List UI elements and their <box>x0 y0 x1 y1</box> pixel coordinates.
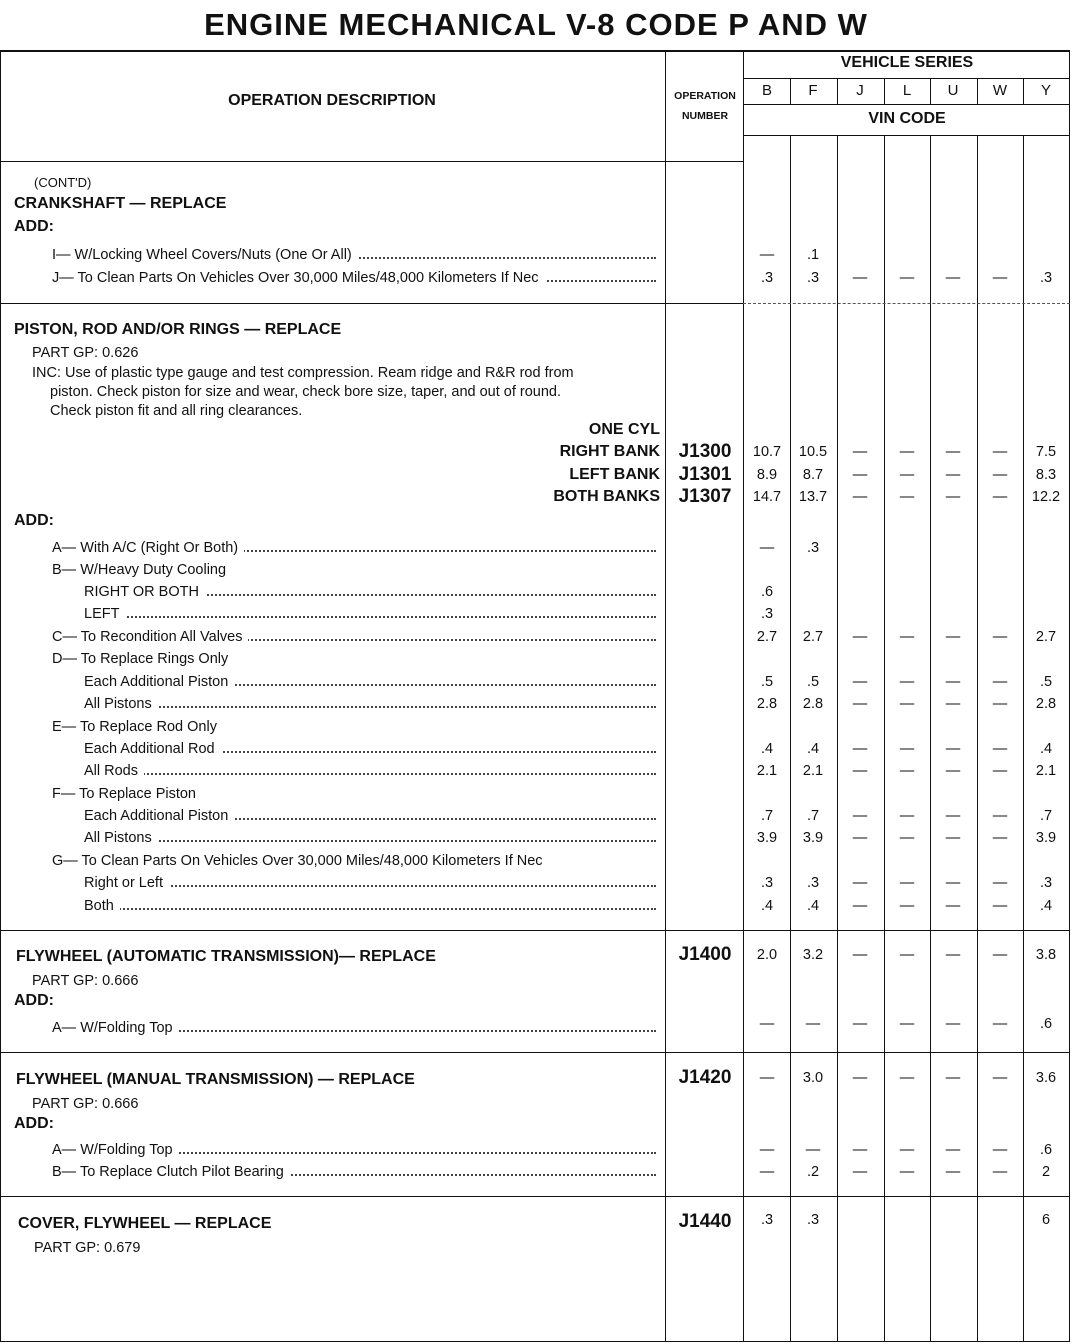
value-cell: .1 <box>806 247 820 263</box>
page-title: ENGINE MECHANICAL V-8 CODE P AND W <box>204 7 868 42</box>
line-item-label: Each Additional Rod <box>84 741 221 757</box>
vehicle-series-header: VEHICLE SERIES <box>840 54 974 71</box>
leader-dots <box>84 706 656 708</box>
line-item <box>84 583 656 601</box>
value-cell: .5 <box>760 674 774 690</box>
value-cell: — <box>945 629 961 645</box>
leader-dots <box>84 616 656 618</box>
value-cell: .3 <box>806 270 820 286</box>
value-cell: 2.7 <box>802 629 824 645</box>
series-w: W <box>992 82 1008 99</box>
value-cell: .4 <box>1039 741 1053 757</box>
value-cell: — <box>852 830 868 846</box>
line-item-label: A— W/Folding Top <box>52 1020 179 1036</box>
value-cell: 2.1 <box>1035 763 1057 779</box>
inc-line: INC: Use of plastic type gauge and test compression. Ream ridge and R&R rod from <box>32 365 574 381</box>
value-cell: — <box>852 1164 868 1180</box>
part-gp: PART GP: 0.666 <box>32 973 139 989</box>
value-cell: — <box>759 1142 775 1158</box>
value-cell: — <box>899 1142 915 1158</box>
value-cell: .5 <box>806 674 820 690</box>
value-cell: — <box>945 1164 961 1180</box>
value-cell: .3 <box>1039 875 1053 891</box>
series-j: J <box>856 82 864 99</box>
value-cell: — <box>899 830 915 846</box>
value-cell: .7 <box>760 808 774 824</box>
section-divider-dashed <box>743 303 1070 304</box>
value-cell: — <box>992 1164 1008 1180</box>
value-cell: — <box>852 629 868 645</box>
value-cell: — <box>899 947 915 963</box>
leader-dots <box>84 885 656 887</box>
value-cell: — <box>992 898 1008 914</box>
bank-label: BOTH BANKS <box>553 488 660 505</box>
value-cell: — <box>759 1070 775 1086</box>
line-item-label: B— W/Heavy Duty Cooling <box>52 562 232 578</box>
add-label: ADD: <box>14 218 54 235</box>
line-item <box>84 695 656 713</box>
value-cell: .6 <box>1039 1016 1053 1032</box>
value-cell: — <box>852 1070 868 1086</box>
line-item-label: Both <box>84 898 120 914</box>
line-item <box>52 1019 656 1037</box>
value-cell: — <box>852 270 868 286</box>
line-item-label: B— To Replace Clutch Pilot Bearing <box>52 1164 290 1180</box>
value-cell: — <box>852 1016 868 1032</box>
value-cell: — <box>992 444 1008 460</box>
value-cell: 2.1 <box>802 763 824 779</box>
value-cell: — <box>945 696 961 712</box>
line-item-label: F— To Replace Piston <box>52 786 202 802</box>
value-cell: 2.8 <box>1035 696 1057 712</box>
line-item-label: E— To Replace Rod Only <box>52 719 223 735</box>
value-cell: — <box>852 444 868 460</box>
section-divider <box>0 1052 1070 1053</box>
cont-note: (CONT'D) <box>34 175 92 190</box>
line-item <box>52 269 656 287</box>
value-cell: 3.9 <box>802 830 824 846</box>
series-underline <box>743 104 1070 105</box>
line-item-label: C— To Recondition All Valves <box>52 629 248 645</box>
value-cell: — <box>992 489 1008 505</box>
value-cell: — <box>945 270 961 286</box>
value-cell: 2.7 <box>1035 629 1057 645</box>
value-cell: 12.2 <box>1031 489 1061 505</box>
value-cell: 3.6 <box>1035 1070 1057 1086</box>
vs-underline <box>743 78 1070 79</box>
line-item <box>52 539 656 557</box>
series-y: Y <box>1040 82 1051 99</box>
value-cell: — <box>899 808 915 824</box>
value-cell: — <box>992 270 1008 286</box>
value-cell: — <box>899 1016 915 1032</box>
value-cell: .5 <box>1039 674 1053 690</box>
operation-description-header: OPERATION DESCRIPTION <box>228 92 436 109</box>
section-divider <box>0 1196 1070 1197</box>
value-cell: — <box>899 898 915 914</box>
value-cell: — <box>945 1070 961 1086</box>
line-item <box>84 829 656 847</box>
value-cell: — <box>852 467 868 483</box>
value-cell: 2.7 <box>756 629 778 645</box>
line-item <box>52 785 656 803</box>
value-cell: — <box>992 1070 1008 1086</box>
operation-number: J1307 <box>678 486 732 507</box>
value-cell: — <box>852 875 868 891</box>
value-cell: .4 <box>806 898 820 914</box>
value-cell: — <box>852 808 868 824</box>
value-cell: — <box>945 898 961 914</box>
value-cell: — <box>945 1016 961 1032</box>
line-item-label: A— W/Folding Top <box>52 1142 179 1158</box>
value-cell: — <box>805 1016 821 1032</box>
value-cell: 13.7 <box>798 489 828 505</box>
section-title: CRANKSHAFT — REPLACE <box>14 195 227 212</box>
value-cell: — <box>992 1142 1008 1158</box>
value-cell: — <box>899 1070 915 1086</box>
value-cell: — <box>759 1016 775 1032</box>
value-cell: — <box>852 489 868 505</box>
value-cell: 2.0 <box>756 947 778 963</box>
value-cell: — <box>945 674 961 690</box>
value-cell: — <box>992 808 1008 824</box>
inc-line: piston. Check piston for size and wear, check bore size, taper, and out of round. <box>50 384 562 400</box>
value-cell: — <box>992 1016 1008 1032</box>
value-cell: — <box>852 763 868 779</box>
value-cell: 3.8 <box>1035 947 1057 963</box>
value-cell: — <box>945 808 961 824</box>
line-item <box>52 1141 656 1159</box>
value-cell: — <box>992 875 1008 891</box>
value-cell: — <box>759 1164 775 1180</box>
value-cell: .2 <box>806 1164 820 1180</box>
value-cell: — <box>899 741 915 757</box>
value-cell: — <box>899 629 915 645</box>
value-cell: 2 <box>1041 1164 1051 1180</box>
line-item-label: RIGHT OR BOTH <box>84 584 205 600</box>
line-item <box>84 897 656 915</box>
value-cell: — <box>992 696 1008 712</box>
line-item-label: LEFT <box>84 606 125 622</box>
section-title: FLYWHEEL (MANUAL TRANSMISSION) — REPLACE <box>16 1071 415 1088</box>
value-cell: — <box>852 898 868 914</box>
value-cell: — <box>899 489 915 505</box>
value-cell: 8.9 <box>756 467 778 483</box>
inc-line: Check piston fit and all ring clearances. <box>50 403 303 419</box>
operation-number-header <box>668 86 742 126</box>
value-cell: — <box>992 830 1008 846</box>
value-cell: .6 <box>760 584 774 600</box>
value-cell: — <box>945 875 961 891</box>
value-cell: — <box>899 467 915 483</box>
value-cell: — <box>759 540 775 556</box>
series-l: L <box>902 82 912 99</box>
value-cell: .7 <box>806 808 820 824</box>
section-divider <box>0 930 1070 931</box>
value-cell: — <box>945 489 961 505</box>
operation-header-line2: NUMBER <box>681 110 729 122</box>
series-f: F <box>808 82 818 99</box>
value-cell: — <box>992 763 1008 779</box>
value-cell: — <box>899 674 915 690</box>
line-item-label: All Pistons <box>84 830 158 846</box>
line-item-label: D— To Replace Rings Only <box>52 651 234 667</box>
value-cell: — <box>945 947 961 963</box>
value-cell: .3 <box>760 270 774 286</box>
value-cell: .3 <box>806 540 820 556</box>
line-item <box>52 1163 656 1181</box>
line-item-label: A— With A/C (Right Or Both) <box>52 540 244 556</box>
value-cell: .7 <box>1039 808 1053 824</box>
value-cell: — <box>992 674 1008 690</box>
value-cell: — <box>945 444 961 460</box>
line-item <box>84 740 656 758</box>
vin-code-header: VIN CODE <box>868 110 946 127</box>
value-cell: 6 <box>1041 1212 1051 1228</box>
add-label: ADD: <box>14 1115 54 1132</box>
leader-dots <box>84 773 656 775</box>
operation-number: J1400 <box>678 944 732 965</box>
line-item-label: Right or Left <box>84 875 169 891</box>
value-cell: 2.8 <box>756 696 778 712</box>
section-title: COVER, FLYWHEEL — REPLACE <box>18 1215 272 1232</box>
line-item <box>84 874 656 892</box>
section-title: PISTON, ROD AND/OR RINGS — REPLACE <box>14 321 342 338</box>
value-cell: .3 <box>806 1212 820 1228</box>
value-cell: .3 <box>760 875 774 891</box>
value-cell: 10.5 <box>798 444 828 460</box>
line-item <box>52 852 656 870</box>
value-cell: — <box>852 1142 868 1158</box>
operation-number: J1300 <box>678 441 732 462</box>
add-label: ADD: <box>14 512 54 529</box>
value-cell: .4 <box>1039 898 1053 914</box>
value-cell: 3.9 <box>1035 830 1057 846</box>
line-item-label: Each Additional Piston <box>84 808 234 824</box>
bank-label: RIGHT BANK <box>559 443 660 460</box>
vin-underline <box>743 135 1070 136</box>
value-cell: .3 <box>1039 270 1053 286</box>
operation-number: J1420 <box>678 1067 732 1088</box>
value-cell: .3 <box>760 1212 774 1228</box>
line-item <box>52 246 656 264</box>
line-item <box>84 673 656 691</box>
value-cell: — <box>899 270 915 286</box>
line-item <box>84 605 656 623</box>
value-cell: — <box>992 467 1008 483</box>
value-cell: .4 <box>760 898 774 914</box>
value-cell: 2.1 <box>756 763 778 779</box>
value-cell: — <box>759 247 775 263</box>
value-cell: — <box>992 741 1008 757</box>
line-item <box>84 762 656 780</box>
value-cell: 7.5 <box>1035 444 1057 460</box>
value-cell: 10.7 <box>752 444 782 460</box>
part-gp: PART GP: 0.626 <box>32 345 139 361</box>
value-cell: — <box>852 947 868 963</box>
value-cell: — <box>945 763 961 779</box>
value-cell: — <box>852 741 868 757</box>
value-cell: .3 <box>806 875 820 891</box>
leader-dots <box>84 908 656 910</box>
line-item <box>52 628 656 646</box>
series-b: B <box>761 82 772 99</box>
value-cell: 3.9 <box>756 830 778 846</box>
value-cell: — <box>992 947 1008 963</box>
value-cell: — <box>945 741 961 757</box>
line-item <box>52 718 656 736</box>
line-item-label: J— To Clean Parts On Vehicles Over 30,000 Miles/48,000 Kilometers If Nec <box>52 270 545 286</box>
value-cell: — <box>899 696 915 712</box>
line-item-label: G— To Clean Parts On Vehicles Over 30,000 Miles/48,000 Kilometers If Nec <box>52 853 549 869</box>
value-cell: — <box>852 696 868 712</box>
value-cell: — <box>805 1142 821 1158</box>
value-cell: .6 <box>1039 1142 1053 1158</box>
line-item <box>84 807 656 825</box>
value-cell: .4 <box>806 741 820 757</box>
operation-number: J1301 <box>678 464 732 485</box>
value-cell: .4 <box>760 741 774 757</box>
value-cell: 3.0 <box>802 1070 824 1086</box>
section-divider <box>0 303 743 304</box>
series-u: U <box>947 82 959 99</box>
value-cell: — <box>945 467 961 483</box>
value-cell: — <box>899 444 915 460</box>
part-gp: PART GP: 0.679 <box>34 1240 141 1256</box>
value-cell: — <box>945 830 961 846</box>
section-title: FLYWHEEL (AUTOMATIC TRANSMISSION)— REPLACE <box>16 948 436 965</box>
part-gp: PART GP: 0.666 <box>32 1096 139 1112</box>
value-cell: — <box>945 1142 961 1158</box>
value-cell: — <box>899 875 915 891</box>
value-cell: — <box>899 1164 915 1180</box>
bank-label: LEFT BANK <box>569 466 660 483</box>
line-item <box>52 561 656 579</box>
operation-number: J1440 <box>678 1211 732 1232</box>
line-item <box>52 650 656 668</box>
line-item-label: All Rods <box>84 763 144 779</box>
value-cell: 8.7 <box>802 467 824 483</box>
value-cell: 8.3 <box>1035 467 1057 483</box>
line-item-label: All Pistons <box>84 696 158 712</box>
header-bottom <box>0 161 743 162</box>
one-cyl-label: ONE CYL <box>588 421 660 438</box>
leader-dots <box>84 840 656 842</box>
value-cell: — <box>899 763 915 779</box>
value-cell: — <box>992 629 1008 645</box>
desc-op-divider <box>665 50 666 1342</box>
operation-header-line1: OPERATION <box>674 90 736 102</box>
line-item-label: I— W/Locking Wheel Covers/Nuts (One Or All) <box>52 247 358 263</box>
value-cell: 14.7 <box>752 489 782 505</box>
line-item-label: Each Additional Piston <box>84 674 234 690</box>
value-cell: — <box>852 674 868 690</box>
value-cell: 3.2 <box>802 947 824 963</box>
add-label: ADD: <box>14 992 54 1009</box>
value-cell: 2.8 <box>802 696 824 712</box>
value-cell: .3 <box>760 606 774 622</box>
